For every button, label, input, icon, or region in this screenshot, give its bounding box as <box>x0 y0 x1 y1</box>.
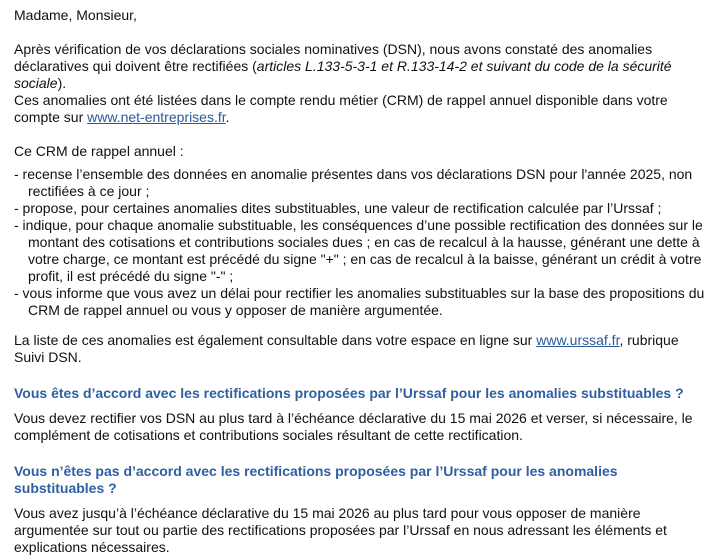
agree-heading: Vous êtes d’accord avec les rectifications proposées par l’Urssaf pour les anomalies substituables ? <box>14 385 684 401</box>
crm-availability-text: Ces anomalies ont été listées dans le compte rendu métier (CRM) de rappel annuel disponible dans votre compte sur <box>14 92 668 125</box>
list-item: - indique, pour chaque anomalie substituable, les conséquences d’une possible rectification des données sur le montant des cotisations et contributions sociales dues ; en cas de recalcul à la hausse, générant une dette à votre charge, ce montant est précédé du signe "+" ; en cas de recalcul à la baisse, générant un crédit à votre profit, il est précédé du signe "-" ; <box>14 217 703 284</box>
agree-text: Vous devez rectifier vos DSN au plus tard à l’échéance déclarative du 15 mai 2026 et verser, si nécessaire, le complément de cotisations et contributions sociales résultant de cette rectification. <box>14 410 693 443</box>
salutation: Madame, Monsieur, <box>14 7 137 23</box>
crm-bullet-list <box>14 166 711 319</box>
list-item: - recense l’ensemble des données en anomalie présentes dans vos déclarations DSN pour l'année 2025, non rectifiées à ce jour ; <box>14 166 693 199</box>
intro-paragraph: Après vérification de vos déclarations sociales nominatives (DSN), nous avons constaté des anomalies déclaratives qui doivent être rectifiées (articles L.133-5-3-1 et R.133-14-2 et suivant du code de la sécurité sociale). Ces anomalies ont été listées dans le compte rendu métier (CRM) de rappel annuel disponible dans votre compte sur www.net-entreprises.fr. <box>14 41 672 125</box>
urssaf-link[interactable]: www.urssaf.fr <box>536 332 620 348</box>
intro-text: Après vérification de vos déclarations sociales nominatives (DSN), nous avons constaté des anomalies déclaratives qui doivent être rectifiées ( <box>14 41 653 74</box>
list-item: - propose, pour certaines anomalies dites substituables, une valeur de rectification calculée par l’Urssaf ; <box>14 200 662 216</box>
disagree-heading: Vous n’êtes pas d’accord avec les rectifications proposées par l’Urssaf pour les anomalies substituables ? <box>14 463 618 496</box>
net-entreprises-link[interactable]: www.net-entreprises.fr <box>87 109 226 125</box>
crm-intro: Ce CRM de rappel annuel : <box>14 143 184 159</box>
legal-reference: articles L.133-5-3-1 et R.133-14-2 et suivant du code de la sécurité sociale <box>14 58 672 91</box>
disagree-text: Vous avez jusqu’à l’échéance déclarative du 15 mai 2026 au plus tard pour vous opposer de manière argumentée sur tout ou partie des rectifications proposées par l’Urssaf en nous adressant les éléments et explications nécessaires. <box>14 505 667 555</box>
list-item: - vous informe que vous avez un délai pour rectifier les anomalies substituables sur la base des propositions du CRM de rappel annuel ou vous y opposer de manière argumentée. <box>14 285 705 318</box>
list-note-paragraph: La liste de ces anomalies est également consultable dans votre espace en ligne sur www.urssaf.fr, rubrique Suivi DSN. <box>14 332 679 365</box>
